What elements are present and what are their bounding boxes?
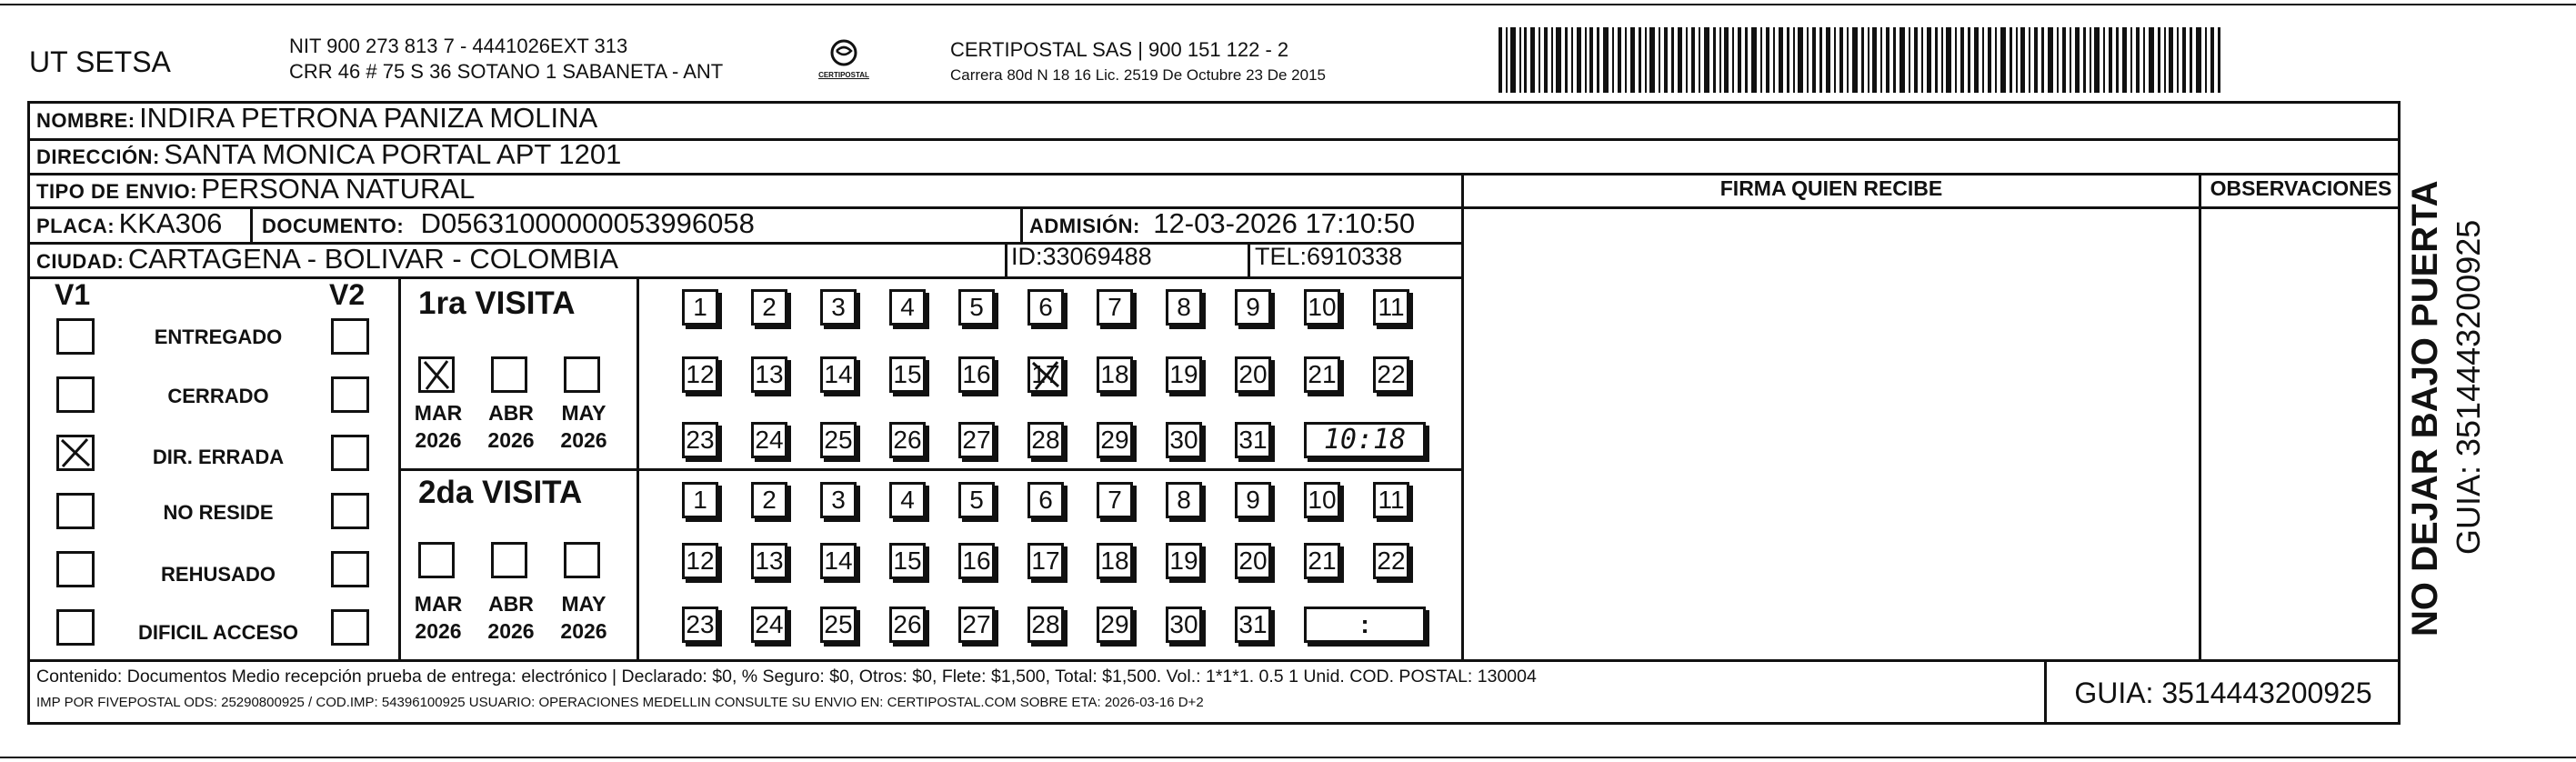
month-label: ABR bbox=[488, 592, 534, 616]
ciudad-row bbox=[36, 243, 618, 276]
day-number: 17 bbox=[1031, 360, 1060, 388]
day-box[interactable]: 7 bbox=[1097, 482, 1133, 518]
id-divider bbox=[1005, 242, 1007, 276]
day-box[interactable]: 31 bbox=[1235, 422, 1271, 458]
v2-checkbox[interactable] bbox=[331, 435, 369, 471]
day-box[interactable]: 10 bbox=[1304, 482, 1340, 518]
day-box[interactable]: 11 bbox=[1373, 482, 1409, 518]
day-box[interactable]: 24 bbox=[751, 607, 787, 643]
day-box[interactable]: 7 bbox=[1097, 289, 1133, 326]
month-label: MAR bbox=[414, 592, 463, 616]
barcode bbox=[1498, 27, 2226, 93]
day-box[interactable]: 28 bbox=[1027, 422, 1064, 458]
tel-value: 6910338 bbox=[1307, 243, 1403, 270]
status-dir-errada: DIR. ERRADA bbox=[152, 446, 285, 468]
v1-checkbox[interactable] bbox=[56, 376, 95, 413]
year-label: 2026 bbox=[487, 619, 535, 643]
day-box[interactable]: 2 bbox=[751, 289, 787, 326]
certipostal-line: CERTIPOSTAL SAS | 900 151 122 - 2 bbox=[950, 38, 1289, 61]
day-box[interactable]: 4 bbox=[889, 289, 926, 326]
time-box[interactable]: 10:18 bbox=[1304, 422, 1426, 458]
v2-checkbox[interactable] bbox=[331, 376, 369, 413]
status-entregado: ENTREGADO bbox=[154, 326, 283, 348]
day-box[interactable]: 22 bbox=[1373, 543, 1409, 579]
month-label: ABR bbox=[488, 401, 534, 425]
day-box[interactable]: 8 bbox=[1166, 289, 1202, 326]
day-box[interactable]: 15 bbox=[889, 543, 926, 579]
day-box[interactable]: 25 bbox=[820, 607, 857, 643]
x-mark-icon bbox=[59, 437, 92, 468]
tel-row bbox=[1255, 243, 1402, 271]
v1-checkbox-marked[interactable] bbox=[56, 435, 95, 471]
v2-checkbox[interactable] bbox=[331, 493, 369, 529]
day-box[interactable]: 11 bbox=[1373, 289, 1409, 326]
admision-value: 12-03-2026 17:10:50 bbox=[1153, 207, 1416, 239]
year-label: 2026 bbox=[560, 619, 607, 643]
col-divider bbox=[2199, 173, 2201, 659]
tipo-value: PERSONA NATURAL bbox=[201, 173, 476, 205]
day-box[interactable]: 16 bbox=[958, 543, 995, 579]
day-box[interactable]: 2 bbox=[751, 482, 787, 518]
footer-divider bbox=[2044, 659, 2047, 725]
day-box[interactable]: 5 bbox=[958, 289, 995, 326]
row-divider bbox=[27, 276, 1464, 279]
day-box[interactable]: 30 bbox=[1166, 607, 1202, 643]
v2-label: V2 bbox=[329, 278, 366, 311]
day-box[interactable]: 18 bbox=[1097, 356, 1133, 393]
month-label: MAY bbox=[561, 401, 606, 425]
month-label: MAY bbox=[561, 592, 606, 616]
bottom-edge-line bbox=[0, 757, 2576, 758]
year-label: 2026 bbox=[415, 428, 462, 452]
v1-checkbox[interactable] bbox=[56, 493, 95, 529]
day-box[interactable]: 31 bbox=[1235, 607, 1271, 643]
day-box[interactable]: 29 bbox=[1097, 607, 1133, 643]
day-box[interactable]: 13 bbox=[751, 356, 787, 393]
top-edge-line bbox=[0, 4, 2576, 5]
footer-guia: GUIA: 3514443200925 bbox=[2074, 677, 2372, 709]
day-box[interactable]: 15 bbox=[889, 356, 926, 393]
month-checkbox[interactable] bbox=[564, 356, 600, 393]
documento-row bbox=[262, 207, 755, 240]
address-line: CRR 46 # 75 S 36 SOTANO 1 SABANETA - ANT bbox=[289, 60, 724, 83]
firma-header: FIRMA QUIEN RECIBE bbox=[1719, 176, 1943, 200]
direccion-row bbox=[36, 138, 621, 171]
status-no-reside: NO RESIDE bbox=[163, 501, 274, 524]
tipo-row bbox=[36, 173, 475, 206]
placa-label: PLACA: bbox=[36, 215, 115, 237]
day-box[interactable]: 17 bbox=[1027, 543, 1064, 579]
day-box[interactable]: 23 bbox=[682, 607, 718, 643]
admision-row bbox=[1029, 207, 1415, 240]
ciudad-value: CARTAGENA - BOLIVAR - COLOMBIA bbox=[127, 243, 619, 275]
day-box[interactable]: 25 bbox=[820, 422, 857, 458]
x-mark-icon bbox=[421, 359, 452, 390]
v1-checkbox[interactable] bbox=[56, 551, 95, 587]
admision-label: ADMISIÓN: bbox=[1029, 215, 1140, 237]
day-box[interactable]: 1 bbox=[682, 482, 718, 518]
day-box[interactable]: 21 bbox=[1304, 356, 1340, 393]
day-box[interactable]: 19 bbox=[1166, 543, 1202, 579]
day-box[interactable]: 4 bbox=[889, 482, 926, 518]
day-box[interactable]: 14 bbox=[820, 543, 857, 579]
row-divider bbox=[1464, 206, 2401, 209]
day-box[interactable]: 13 bbox=[751, 543, 787, 579]
placa-value: KKA306 bbox=[118, 207, 223, 239]
day-box[interactable]: 22 bbox=[1373, 356, 1409, 393]
day-box[interactable]: 30 bbox=[1166, 422, 1202, 458]
v2-checkbox[interactable] bbox=[331, 551, 369, 587]
status-rehusado: REHUSADO bbox=[161, 563, 276, 586]
time-box[interactable]: : bbox=[1304, 607, 1426, 643]
x-mark-icon bbox=[1030, 359, 1061, 390]
nombre-value: INDIRA PETRONA PANIZA MOLINA bbox=[139, 102, 598, 134]
day-box[interactable]: 12 bbox=[682, 356, 718, 393]
side-guia: GUIA: 3514443200925 bbox=[2450, 219, 2487, 555]
year-label: 2026 bbox=[487, 428, 535, 452]
placa-row bbox=[36, 207, 222, 240]
month-label: MAR bbox=[414, 401, 463, 425]
tel-divider bbox=[1248, 242, 1250, 276]
day-box[interactable]: 3 bbox=[820, 482, 857, 518]
day-box[interactable]: 27 bbox=[958, 422, 995, 458]
status-cerrado: CERRADO bbox=[167, 385, 269, 407]
v1-checkbox[interactable] bbox=[56, 609, 95, 646]
placa-divider bbox=[250, 206, 253, 242]
month-checkbox[interactable] bbox=[491, 356, 527, 393]
v2-checkbox[interactable] bbox=[331, 609, 369, 646]
day-box[interactable]: 19 bbox=[1166, 356, 1202, 393]
day-box-marked[interactable] bbox=[1027, 356, 1064, 393]
day-box[interactable]: 20 bbox=[1235, 356, 1271, 393]
side-warning: NO DEJAR BAJO PUERTA bbox=[2405, 180, 2445, 637]
day-box[interactable]: 18 bbox=[1097, 543, 1133, 579]
month-checkbox[interactable] bbox=[418, 542, 455, 578]
nit-line: NIT 900 273 813 7 - 4441026EXT 313 bbox=[289, 35, 628, 57]
day-box[interactable]: 6 bbox=[1027, 289, 1064, 326]
visit-block-divider bbox=[398, 468, 1462, 471]
month-checkbox-marked[interactable] bbox=[418, 356, 455, 393]
v1-label: V1 bbox=[55, 278, 91, 311]
direccion-label: DIRECCIÓN: bbox=[36, 145, 160, 168]
tipo-label: TIPO DE ENVIO: bbox=[36, 180, 197, 203]
day-box[interactable]: 26 bbox=[889, 422, 926, 458]
day-box[interactable]: 14 bbox=[820, 356, 857, 393]
month-checkbox[interactable] bbox=[564, 542, 600, 578]
admision-divider bbox=[1020, 206, 1023, 242]
day-box[interactable]: 12 bbox=[682, 543, 718, 579]
nombre-row bbox=[36, 102, 597, 135]
tel-label: TEL: bbox=[1255, 243, 1308, 270]
day-box[interactable]: 1 bbox=[682, 289, 718, 326]
day-box[interactable]: 9 bbox=[1235, 482, 1271, 518]
day-box[interactable]: 3 bbox=[820, 289, 857, 326]
day-box[interactable]: 27 bbox=[958, 607, 995, 643]
col-divider bbox=[1461, 173, 1464, 659]
day-box[interactable]: 6 bbox=[1027, 482, 1064, 518]
day-box[interactable]: 24 bbox=[751, 422, 787, 458]
day-box[interactable]: 26 bbox=[889, 607, 926, 643]
first-visit-title: 1ra VISITA bbox=[418, 286, 576, 321]
imp-text: IMP POR FIVEPOSTAL ODS: 25290800925 / COD.IMP: 54396100925 USUARIO: OPERACIONES MEDELLIN CONSULTE SU ENVIO EN: CERTIPOSTAL.COM SOBRE ETA: 2026-03-16 D+2 bbox=[36, 695, 1204, 710]
v2-checkbox[interactable] bbox=[331, 318, 369, 355]
company-name: UT SETSA bbox=[29, 45, 171, 78]
logo-text: CERTIPOSTAL bbox=[818, 71, 869, 79]
contenido-text: Contenido: Documentos Medio recepción prueba de entrega: electrónico | Declarado: $0, % Seguro: $0, Otros: $0, Flete: $1,500, Total: $1,500. Vol.: 1*1*1. 0.5 1 Unid. COD. POSTAL: 130004 bbox=[36, 667, 1537, 687]
year-label: 2026 bbox=[415, 619, 462, 643]
year-label: 2026 bbox=[560, 428, 607, 452]
id-value: 33069488 bbox=[1042, 243, 1152, 270]
documento-label: DOCUMENTO: bbox=[262, 215, 405, 237]
day-box[interactable]: 20 bbox=[1235, 543, 1271, 579]
id-row bbox=[1011, 243, 1152, 271]
direccion-value: SANTA MONICA PORTAL APT 1201 bbox=[164, 138, 622, 170]
nombre-label: NOMBRE: bbox=[36, 109, 135, 132]
day-box[interactable]: 5 bbox=[958, 482, 995, 518]
observaciones-header: OBSERVACIONES bbox=[2210, 176, 2392, 200]
id-label: ID: bbox=[1011, 243, 1043, 270]
day-box[interactable]: 10 bbox=[1304, 289, 1340, 326]
second-visit-title: 2da VISITA bbox=[418, 475, 583, 510]
day-box[interactable]: 9 bbox=[1235, 289, 1271, 326]
v1-checkbox[interactable] bbox=[56, 318, 95, 355]
day-box[interactable]: 23 bbox=[682, 422, 718, 458]
month-checkbox[interactable] bbox=[491, 542, 527, 578]
certipostal-license: Carrera 80d N 18 16 Lic. 2519 De Octubre 23 De 2015 bbox=[950, 66, 1326, 84]
day-box[interactable]: 28 bbox=[1027, 607, 1064, 643]
day-box[interactable]: 21 bbox=[1304, 543, 1340, 579]
day-box[interactable]: 16 bbox=[958, 356, 995, 393]
day-box[interactable]: 29 bbox=[1097, 422, 1133, 458]
status-dificil-acceso: DIFICIL ACCESO bbox=[137, 621, 298, 644]
certipostal-logo-icon bbox=[812, 38, 876, 89]
day-box[interactable]: 8 bbox=[1166, 482, 1202, 518]
documento-value: D05631000000053996058 bbox=[420, 207, 755, 239]
ciudad-label: CIUDAD: bbox=[36, 250, 125, 273]
